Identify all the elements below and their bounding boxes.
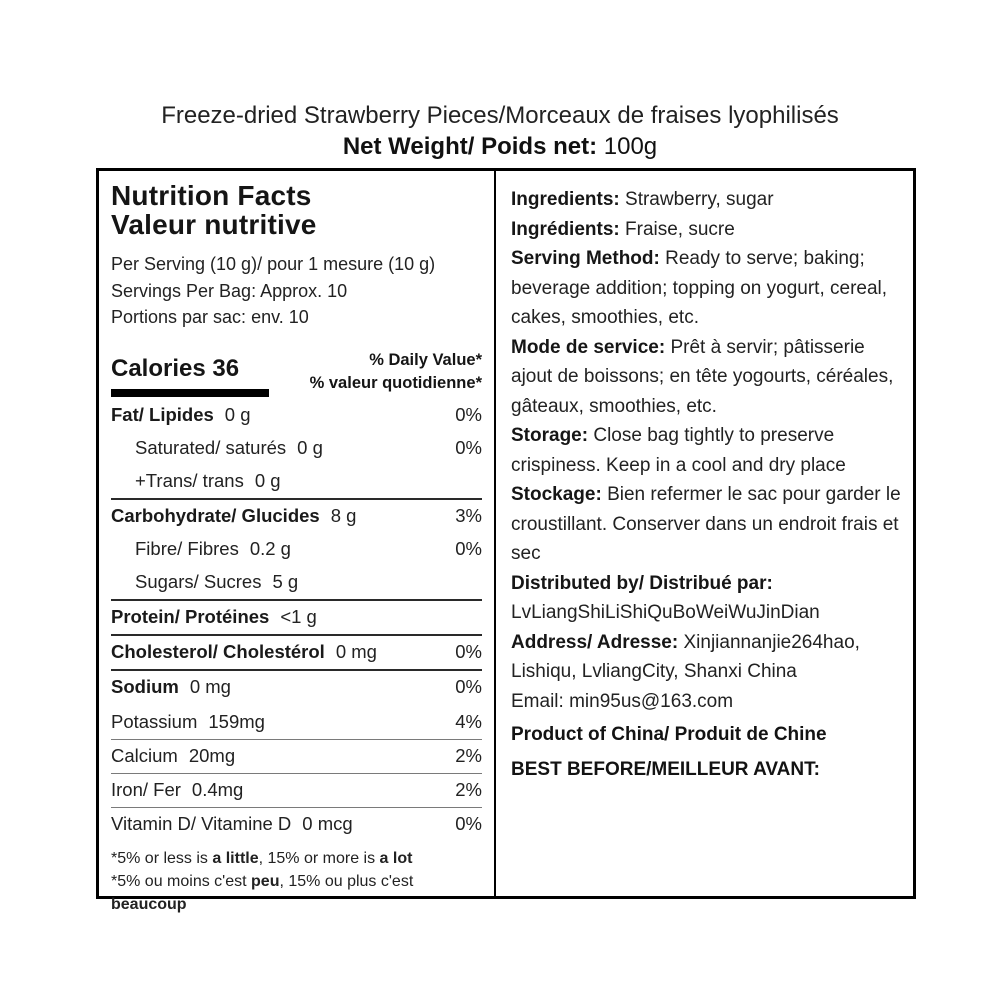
net-weight-line	[0, 131, 1000, 162]
info-label: Ingredients:	[511, 189, 620, 210]
nutrient-label: +Trans/ trans	[135, 470, 244, 491]
nutrient-label: Iron/ Fer	[111, 779, 181, 800]
nutrient-row-iron	[111, 773, 482, 807]
info-text: Fraise, sucre	[625, 218, 735, 240]
nutrient-label: Sodium	[111, 676, 179, 697]
product-title: Freeze-dried Strawberry Pieces/Morceaux de fraises lyophilisés	[161, 102, 839, 129]
header	[0, 0, 1000, 162]
nutrient-value: 0 mg	[335, 641, 377, 662]
nutrient-dv: 0%	[455, 404, 482, 425]
nutrient-row-fat	[111, 399, 482, 432]
per-serving-line: Per Serving (10 g)/ pour 1 mesure (10 g)	[111, 254, 436, 274]
serving-info	[111, 251, 482, 331]
address	[511, 628, 903, 687]
daily-value-header-en: % Daily Value*	[369, 350, 482, 369]
nutrient-label: Calcium	[111, 745, 178, 766]
portions-par-sac-line: Portions par sac: env. 10	[111, 307, 309, 327]
daily-value-header	[310, 349, 482, 395]
nutrient-dv: 0%	[455, 538, 482, 559]
ingredients-fr	[511, 215, 903, 245]
info-text: LvLiangShiLiShiQuBoWeiWuJinDian	[511, 602, 820, 623]
product-info-panel	[496, 171, 913, 896]
nutrient-label: Vitamin D/ Vitamine D	[111, 813, 292, 834]
mode-de-service	[511, 333, 903, 422]
info-text: Ready to serve; baking; beverage addition; topping on yogurt, cereal, cakes, smoothies, etc.	[511, 248, 888, 328]
product-of-china: Product of China/ Produit de Chine	[511, 724, 827, 745]
nutrient-row-sodium	[111, 669, 482, 704]
storage-en	[511, 421, 903, 480]
nutrient-value: 0.2 g	[249, 538, 291, 559]
info-text: min95us@163.com	[569, 690, 734, 712]
info-text: Xinjiannanjie264hao, Lishiqu, LvliangCity, Shanxi China	[511, 631, 860, 682]
info-text: Bien refermer le sac pour garder le croustillant. Conserver dans un endroit frais et sec	[511, 484, 901, 564]
nutrient-label: Carbohydrate/ Glucides	[111, 505, 320, 526]
nutrient-row-calcium	[111, 739, 482, 773]
nutrient-dv: 2%	[455, 779, 482, 800]
nutrient-label: Fibre/ Fibres	[135, 538, 239, 559]
nutrient-row-cholesterol	[111, 634, 482, 669]
info-label: Serving Method:	[511, 248, 660, 269]
nutrient-row-saturated	[111, 432, 482, 465]
info-text: Strawberry, sugar	[625, 189, 774, 210]
nutrient-label: Saturated/ saturés	[135, 437, 287, 458]
nutrient-value: 159mg	[208, 711, 265, 732]
nutrient-row-protein	[111, 599, 482, 634]
nutrient-value: 0 g	[297, 437, 323, 458]
daily-value-footnotes	[111, 847, 482, 916]
email	[511, 687, 903, 717]
mineral-rows	[111, 706, 482, 841]
nutrient-label: Potassium	[111, 711, 198, 732]
calories-label: Calories 36	[111, 354, 240, 382]
nutrient-row-trans	[111, 465, 482, 498]
distributed-by	[511, 569, 903, 628]
nutrient-value: 0 g	[254, 470, 281, 491]
nutrient-row-carbohydrate	[111, 498, 482, 533]
footnote-fr: *5% ou moins c'est peu, 15% ou plus c'est beaucoup	[111, 872, 414, 913]
nutrient-row-vitamin-d	[111, 807, 482, 841]
nutrient-label: Protein/ Protéines	[111, 606, 270, 627]
net-weight-value: 100g	[603, 133, 658, 160]
info-label: Ingrédients:	[511, 218, 620, 240]
net-weight-label: Net Weight/ Poids net:	[342, 133, 598, 160]
calories-block	[111, 349, 269, 397]
nutrient-label: Fat/ Lipides	[111, 404, 214, 425]
nutrient-dv: 0%	[455, 641, 482, 662]
nutrient-value: 0 g	[224, 404, 251, 425]
best-before: BEST BEFORE/MEILLEUR AVANT:	[511, 759, 820, 780]
nutrient-value: <1 g	[280, 606, 317, 627]
info-label: Email:	[511, 690, 564, 712]
nutrient-rows	[111, 399, 482, 704]
nutrient-value: 8 g	[330, 505, 357, 526]
nutrient-row-potassium	[111, 706, 482, 739]
info-label: Storage:	[511, 425, 589, 446]
info-label: Stockage:	[511, 484, 602, 505]
info-label: Mode de service:	[511, 336, 666, 358]
nutrition-facts-title-en: Nutrition Facts	[111, 180, 312, 211]
nutrient-value: 0.4mg	[191, 779, 244, 800]
calories-underline-rule	[111, 389, 269, 397]
daily-value-header-fr: % valeur quotidienne*	[309, 373, 482, 392]
nutrient-row-fibre	[111, 533, 482, 566]
nutrient-row-sugars	[111, 566, 482, 599]
nutrient-dv: 0%	[455, 437, 482, 458]
nutrition-facts-panel	[99, 171, 496, 913]
nutrient-dv: 0%	[455, 813, 482, 834]
storage-fr	[511, 480, 903, 569]
nutrient-value: 20mg	[188, 745, 236, 766]
nutrient-label: Cholesterol/ Cholestérol	[111, 641, 325, 662]
serving-method	[511, 244, 903, 333]
info-label: Address/ Adresse:	[511, 631, 679, 653]
nutrient-label: Sugars/ Sucres	[135, 571, 262, 592]
info-text: Close bag tightly to preserve crispiness. Keep in a cool and dry place	[511, 425, 846, 476]
nutrient-dv: 0%	[455, 676, 482, 697]
ingredients-en	[511, 185, 903, 215]
nutrient-dv: 4%	[455, 711, 482, 732]
nutrient-value: 5 g	[272, 571, 299, 592]
nutrient-dv: 2%	[455, 745, 482, 766]
nutrient-value: 0 mg	[189, 676, 231, 697]
nutrient-value: 0 mcg	[302, 813, 353, 834]
info-text: Prêt à servir; pâtisserie ajout de boissons; en tête yogourts, céréales, gâteaux, smoothies, etc.	[511, 336, 894, 417]
footnote-en: *5% or less is a little, 15% or more is a lot	[111, 849, 413, 867]
label-box	[96, 168, 916, 913]
servings-per-bag-line: Servings Per Bag: Approx. 10	[111, 280, 348, 301]
nutrient-dv: 3%	[455, 505, 482, 526]
calories-row	[111, 349, 482, 397]
nutrition-facts-title-fr: Valeur nutritive	[111, 209, 317, 240]
info-label: Distributed by/ Distribué par:	[511, 572, 773, 594]
